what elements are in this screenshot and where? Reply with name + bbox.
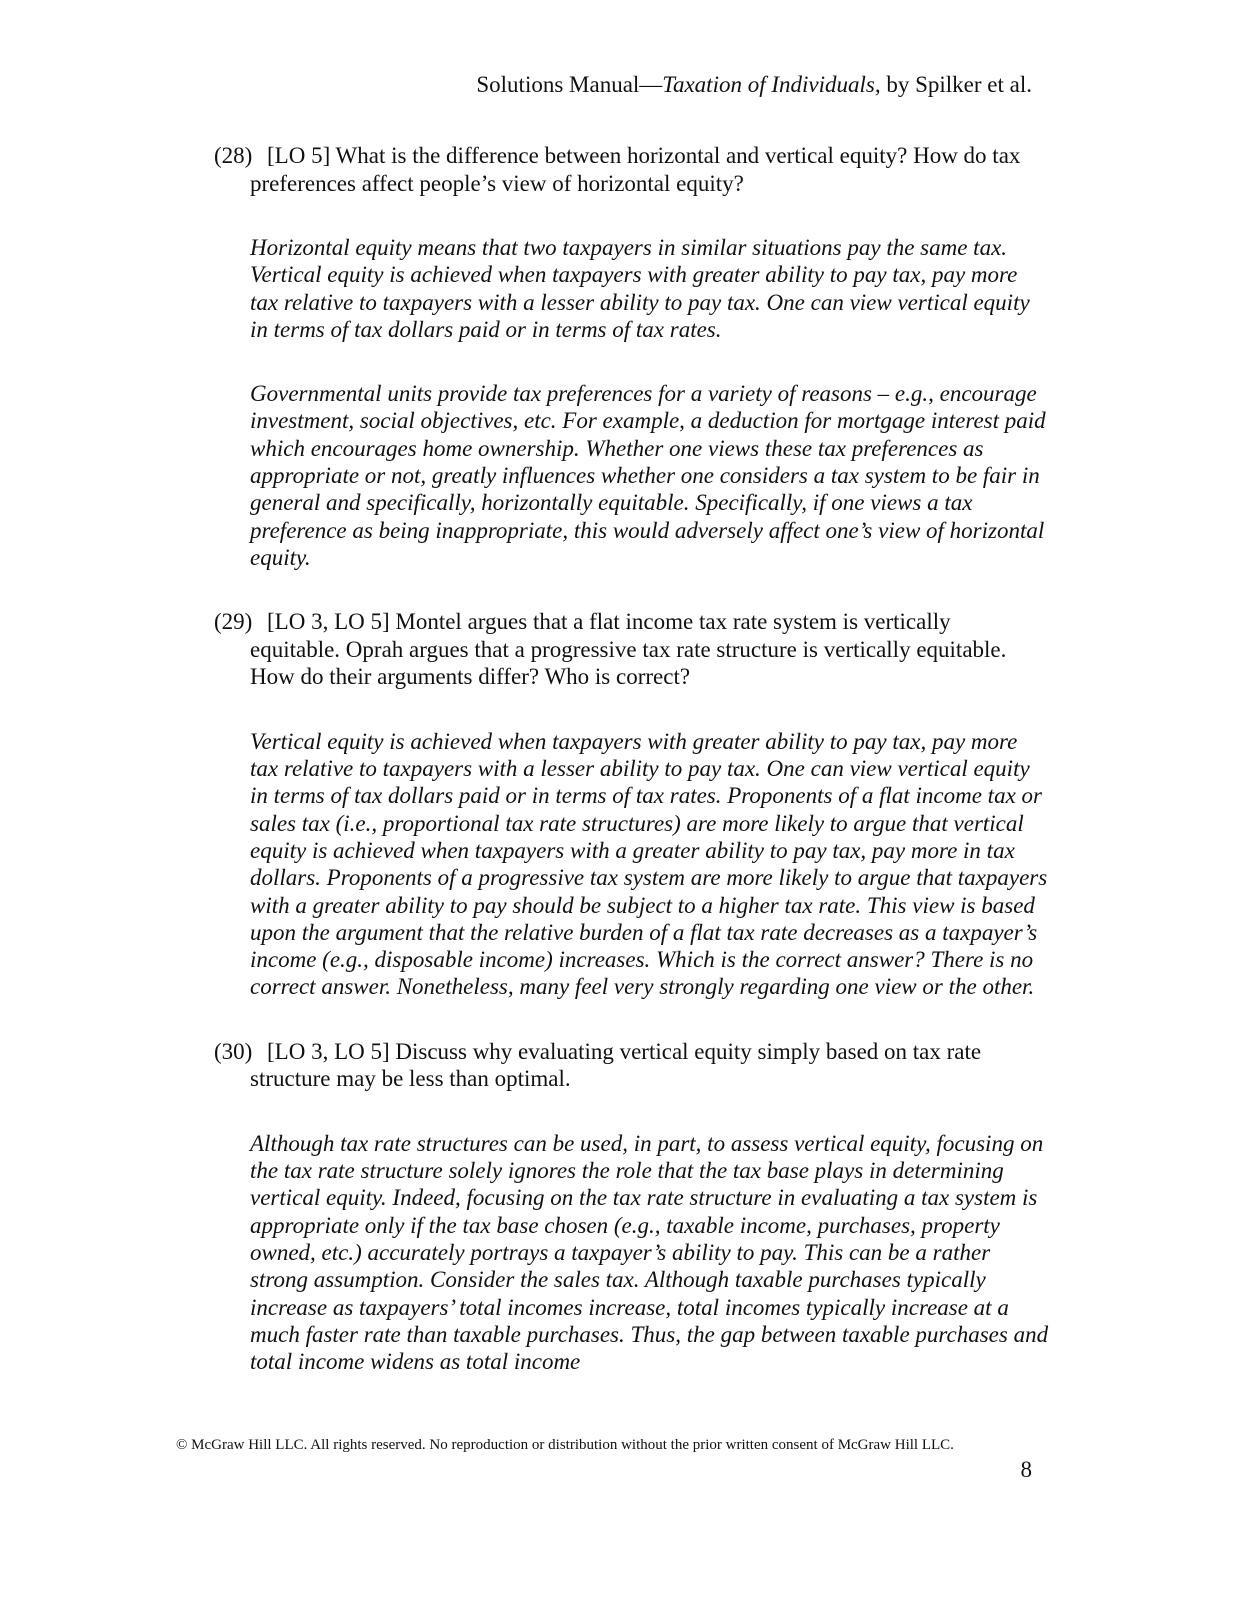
question-text: [LO 5] What is the difference between horizontal and vertical equity? How do tax preferences affect people’s view of horizontal equity? [250,143,1021,196]
running-header [476,70,1032,100]
question-30 [214,1038,1039,1093]
answer-paragraph: Vertical equity is achieved when taxpayers with greater ability to pay tax, pay more tax relative to taxpayers with a lesser ability to pay tax. One can view vertical equity in terms of tax dollars paid or in terms of tax rates. Proponents of a flat income tax or sales tax (i.e., proportional tax rate structures) are more likely to argue that vertical equity is achieved when taxpayers with a greater ability to pay tax, pay more in tax dollars. Proponents of a progressive tax system are more likely to argue that taxpayers with a greater ability to pay should be subject to a higher tax rate. This view is based upon the argument that the relative burden of a flat tax rate decreases as a taxpayer’s income (e.g., disposable income) increases. Which is the correct answer? There is no correct answer. Nonetheless, many feel very strongly regarding one view or the other. [250,728,1048,1000]
header-book-title: Taxation of Individuals, [662,72,881,97]
answer-paragraph: Although tax rate structures can be used, in part, to assess vertical equity, focusing on the tax rate structure solely ignores the role that the tax base plays in determining vertical equity. Indeed, focusing on the tax rate structure in evaluating a tax system is appropriate only if the tax base chosen (e.g., taxable income, purchases, property owned, etc.) accurately portrays a taxpayer’s ability to pay. This can be a rather strong assumption. Consider the sales tax. Although taxable purchases typically increase as taxpayers’ total incomes increase, total incomes typically increase at a much faster rate than taxable purchases. Thus, the gap between taxable purchases and total income widens as total income [250,1130,1049,1375]
copyright-notice: © McGraw Hill LLC. All rights reserved. No reproduction or distribution without the prior written consent of McGraw Hill LLC. [176,1437,954,1453]
question-29 [214,608,1039,691]
question-number: (28) [214,143,253,168]
question-text: [LO 3, LO 5] Discuss why evaluating vertical equity simply based on tax rate structure may be less than optimal. [250,1038,982,1092]
answer-paragraph: Horizontal equity means that two taxpayers in similar situations pay the same tax. Vertical equity is achieved when taxpayers with greater ability to pay tax, pay more tax relative to taxpayers with a lesser ability to pay tax. One can view vertical equity in terms of tax dollars paid or in terms of tax rates. [250,235,1030,342]
header-suffix: by Spilker et al. [880,72,1032,97]
question-28 [214,142,1039,197]
page-number: 8 [1020,1457,1032,1482]
answer-paragraph: Governmental units provide tax preferences for a variety of reasons – e.g., encourage investment, social objectives, etc. For example, a deduction for mortgage interest paid which encourages home ownership. Whether one views these tax preferences as appropriate or not, greatly influences whether one considers a tax system to be fair in general and specifically, horizontally equitable. Specifically, if one views a tax preference as being inappropriate, this would adversely affect one’s view of horizontal equity. [250,381,1046,570]
question-text: [LO 3, LO 5] Montel argues that a flat income tax rate system is vertically equitable. Oprah argues that a progressive tax rate structure is vertically equitable. How do their arguments differ? Who is correct? [250,609,1007,690]
page-content [214,142,1049,1375]
header-prefix: Solutions Manual— [476,72,663,97]
question-number: (29) [214,609,253,635]
question-number: (30) [214,1038,253,1064]
